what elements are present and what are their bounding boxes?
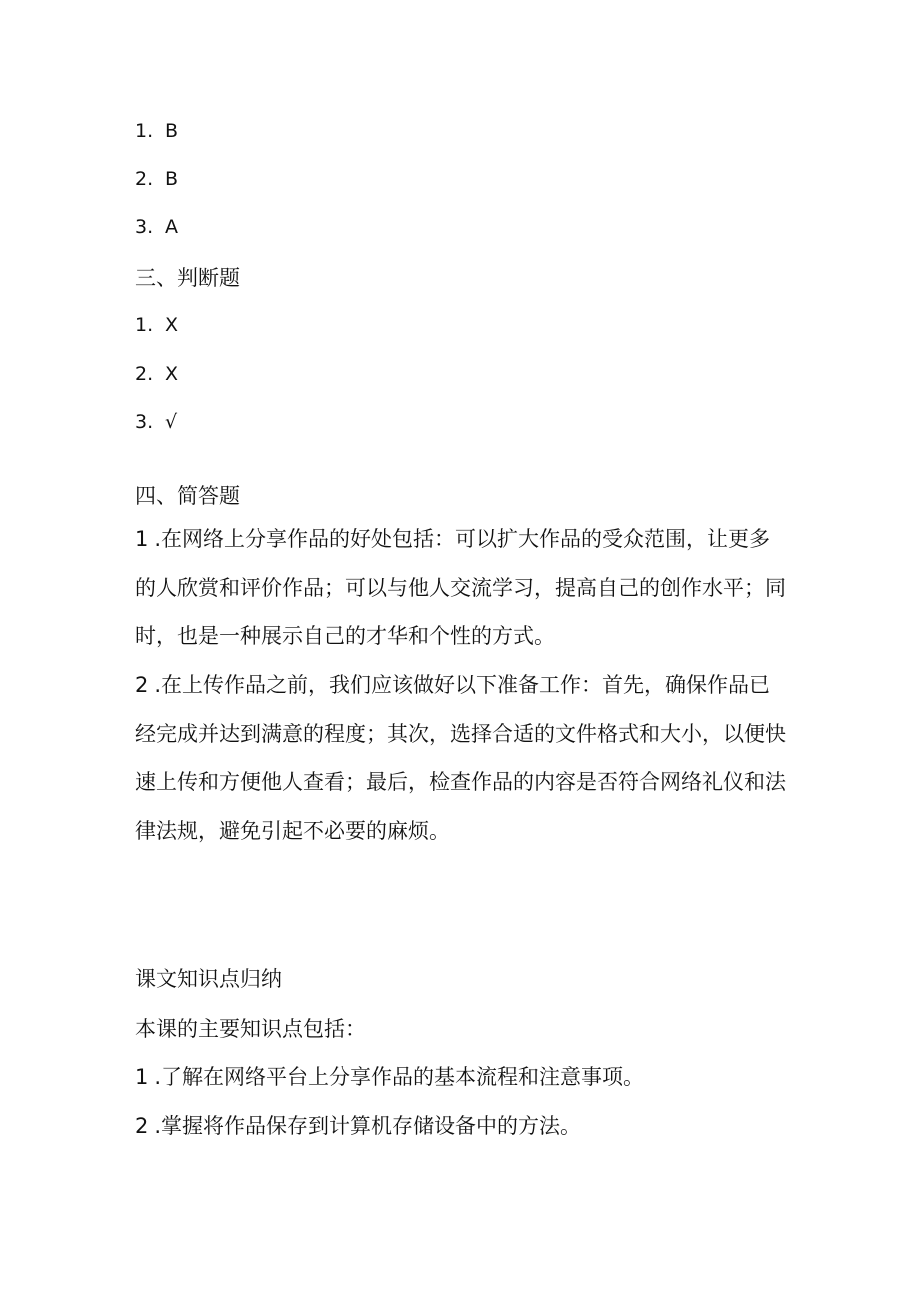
answer-value: B	[165, 120, 179, 142]
answer-value: B	[165, 168, 179, 190]
point-number: 2	[135, 1114, 149, 1138]
answer-number: 2.	[135, 363, 154, 385]
answer-text: .在网络上分享作品的好处包括：可以扩大作品的受众范围，让更多的人欣赏和评价作品；可以与他人交流学习，提高自己的创作水平；同时，也是一种展示自己的才华和个性的方式。	[135, 527, 786, 648]
answer-number: 1	[135, 527, 149, 551]
point-text: .了解在网络平台上分享作品的基本流程和注意事项。	[154, 1065, 645, 1089]
section-heading-short-answer: 四、简答题	[135, 484, 240, 508]
judgment-answer-3	[135, 411, 177, 433]
summary-point-1	[135, 1061, 644, 1091]
answer-number: 3.	[135, 216, 154, 238]
answer-value: X	[165, 314, 179, 336]
answer-value: A	[165, 216, 178, 238]
section-heading-summary: 课文知识点归纳	[135, 967, 282, 991]
answer-value: √	[165, 411, 178, 433]
choice-answer-1	[135, 120, 178, 142]
answer-number: 2.	[135, 168, 154, 190]
answer-number: 1.	[135, 120, 154, 142]
point-number: 1	[135, 1065, 149, 1089]
point-text: .掌握将作品保存到计算机存储设备中的方法。	[154, 1114, 582, 1138]
choice-answer-3	[135, 216, 178, 238]
answer-text: .在上传作品之前，我们应该做好以下准备工作：首先，确保作品已经完成并达到满意的程度；其次，选择合适的文件格式和大小，以便快速上传和方便他人查看；最后，检查作品的内容是否符合网络礼仪和法律法规，避免引起不必要的麻烦。	[135, 673, 786, 843]
judgment-answer-2	[135, 363, 178, 385]
answer-number: 1.	[135, 314, 154, 336]
judgment-answer-1	[135, 314, 178, 336]
section-heading-judgment: 三、判断题	[135, 266, 240, 290]
choice-answer-2	[135, 168, 178, 190]
answer-value: X	[165, 363, 179, 385]
summary-point-2	[135, 1110, 581, 1140]
short-answer-2	[135, 661, 790, 855]
answer-number: 3.	[135, 411, 154, 433]
short-answer-1	[135, 515, 790, 661]
answer-number: 2	[135, 673, 149, 697]
summary-intro: 本课的主要知识点包括：	[135, 1017, 366, 1041]
